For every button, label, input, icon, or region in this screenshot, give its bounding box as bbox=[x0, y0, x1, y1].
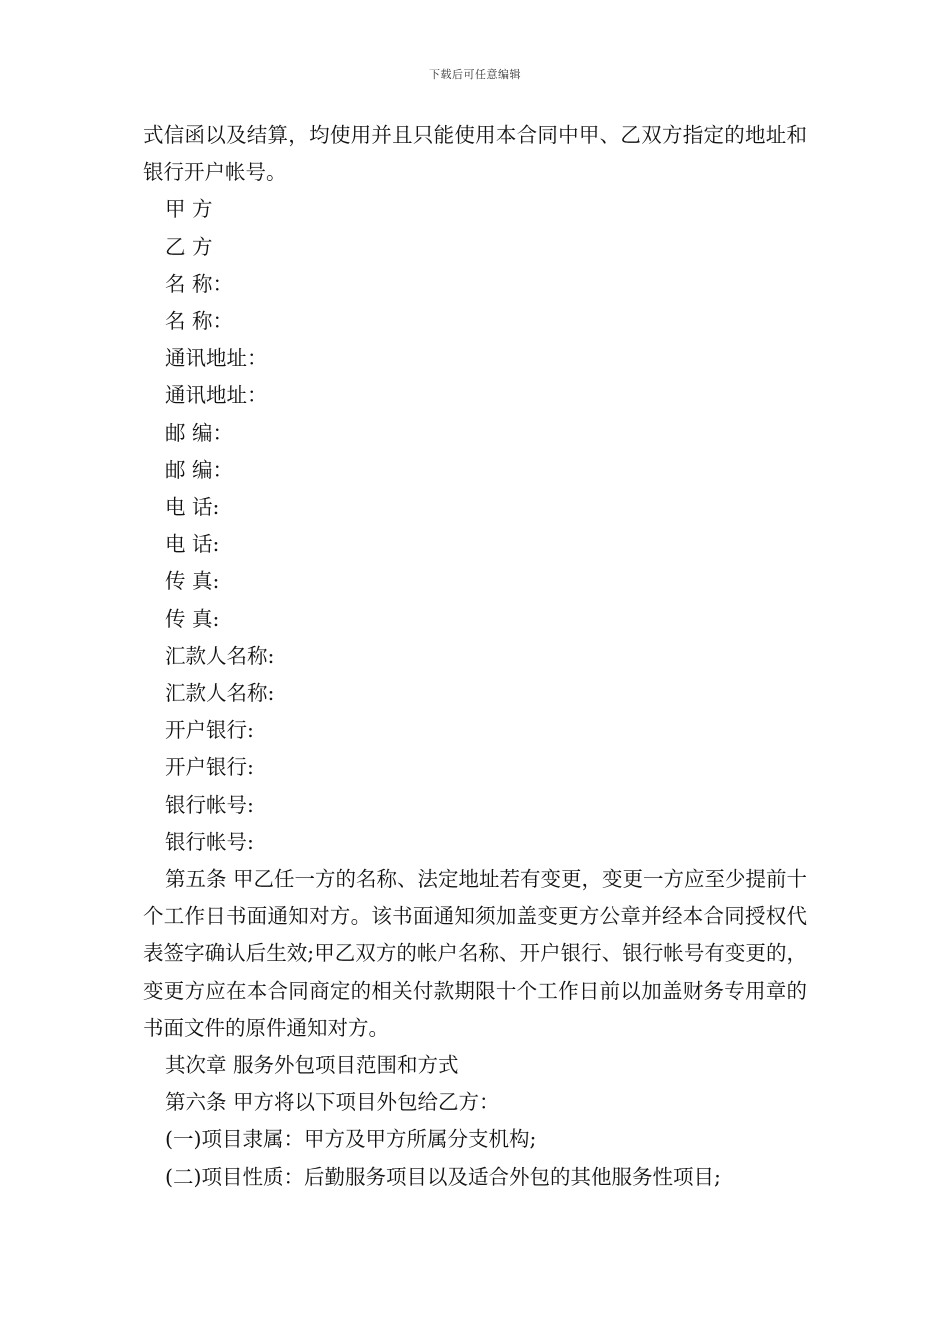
document-body bbox=[143, 117, 807, 1196]
field-bank-a: 开户银行: bbox=[165, 718, 254, 743]
field-party-b: 乙 方 bbox=[165, 234, 213, 259]
chapter-2-heading: 其次章 服务外包项目范围和方式 bbox=[165, 1053, 459, 1078]
article-6-paragraph: 第六条 甲方将以下项目外包给乙方： bbox=[165, 1090, 500, 1115]
field-name-b: 名 称： bbox=[165, 309, 234, 334]
field-account-b: 银行帐号: bbox=[165, 829, 254, 854]
field-fax-a: 传 真: bbox=[165, 569, 220, 594]
field-account-a: 银行帐号: bbox=[165, 792, 254, 817]
field-phone-b: 电 话: bbox=[165, 532, 220, 557]
field-party-a: 甲 方 bbox=[165, 197, 213, 222]
field-postcode-a: 邮 编： bbox=[165, 420, 234, 445]
field-fax-b: 传 真: bbox=[165, 606, 220, 631]
article-5-paragraph: 第五条 甲乙任一方的名称、法定地址若有变更，变更一方应至少提前十个工作日书面通知对方。该书面通知须加盖变更方公章并经本合同授权代表签字确认后生效;甲乙双方的帐户名称、开户银行、银行帐号有变更的，变更方应在本合同商定的相关付款期限十个工作日前以加盖财务专用章的书面文件的原件通知对方。 bbox=[143, 867, 808, 1040]
page-header-note: 下载后可任意编辑 bbox=[429, 68, 521, 81]
field-bank-b: 开户银行: bbox=[165, 755, 254, 780]
field-remitter-name-a: 汇款人名称: bbox=[165, 643, 275, 668]
field-name-a: 名 称： bbox=[165, 271, 234, 296]
field-address-a: 通讯地址： bbox=[165, 346, 268, 371]
field-remitter-name-b: 汇款人名称: bbox=[165, 681, 275, 706]
field-address-b: 通讯地址： bbox=[165, 383, 268, 408]
field-postcode-b: 邮 编： bbox=[165, 457, 234, 482]
paragraph-address-clause: 式信函以及结算，均使用并且只能使用本合同中甲、乙双方指定的地址和银行开户帐号。 bbox=[143, 123, 807, 185]
article-6-item-2: (二)项目性质：后勤服务项目以及适合外包的其他服务性项目; bbox=[165, 1164, 721, 1189]
field-phone-a: 电 话: bbox=[165, 495, 220, 520]
article-6-item-1: (一)项目隶属：甲方及甲方所属分支机构; bbox=[165, 1127, 537, 1152]
